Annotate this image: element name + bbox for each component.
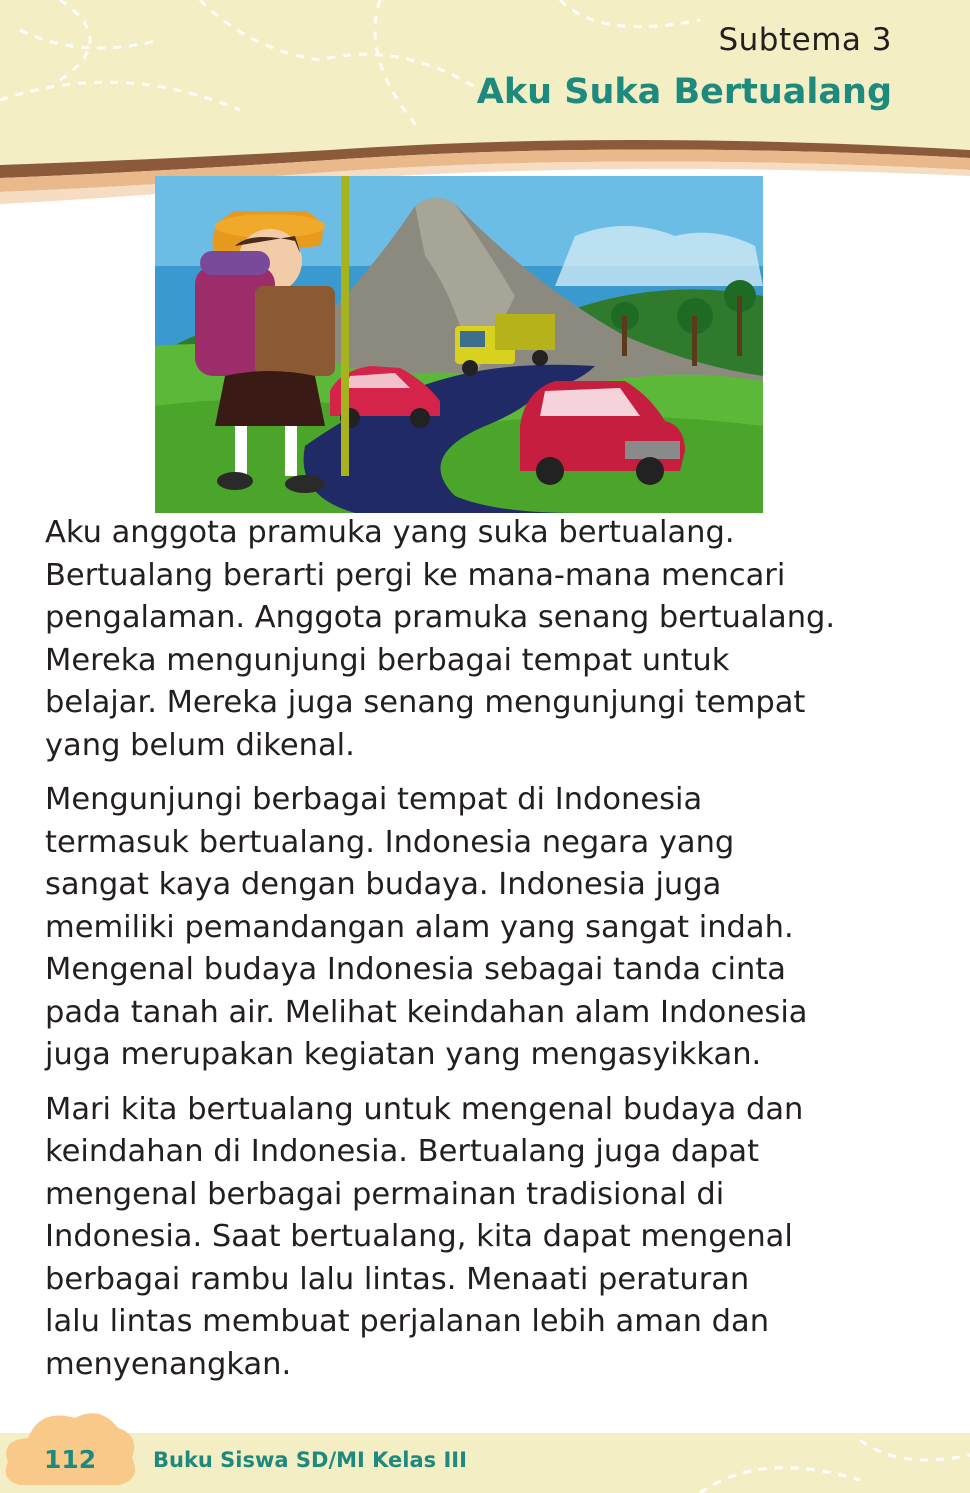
- story-text: [45, 512, 925, 1398]
- subtheme-label: Subtema 3: [718, 22, 892, 58]
- footer-background: [0, 1400, 970, 1493]
- scout-adventure-illustration: [155, 176, 763, 513]
- book-label: Buku Siswa SD/MI Kelas III: [153, 1448, 467, 1472]
- page-number: 112: [44, 1445, 97, 1474]
- page-footer: [0, 1400, 970, 1493]
- walking-stick: [341, 176, 349, 476]
- paragraph-1: Aku anggota pramuka yang suka bertualang. Bertualang berarti pergi ke mana-mana mencari pengalaman. Anggota pramuka senang bertualang. Mereka mengunjungi berbagai tempat untuk belajar. Mereka juga senang mengunjungi tempat yang belum dikenal.: [45, 515, 836, 763]
- page-title: Aku Suka Bertualang: [476, 72, 892, 112]
- paragraph-2: Mengunjungi berbagai tempat di Indonesia termasuk bertualang. Indonesia negara yang sangat kaya dengan budaya. Indonesia juga memiliki pemandangan alam yang sangat indah. Mengenal budaya Indonesia sebagai tanda cinta pada tanah air. Melihat keindahan alam Indonesia juga merupakan kegiatan yang mengasyikkan.: [45, 782, 808, 1072]
- paragraph-3: Mari kita bertualang untuk mengenal budaya dan keindahan di Indonesia. Bertualang juga dapat mengenal berbagai permainan tradisional di Indonesia. Saat bertualang, kita dapat mengenal berbagai rambu lalu lintas. Menaati peraturan lalu lintas membuat perjalanan lebih aman dan menyenangkan.: [45, 1091, 804, 1382]
